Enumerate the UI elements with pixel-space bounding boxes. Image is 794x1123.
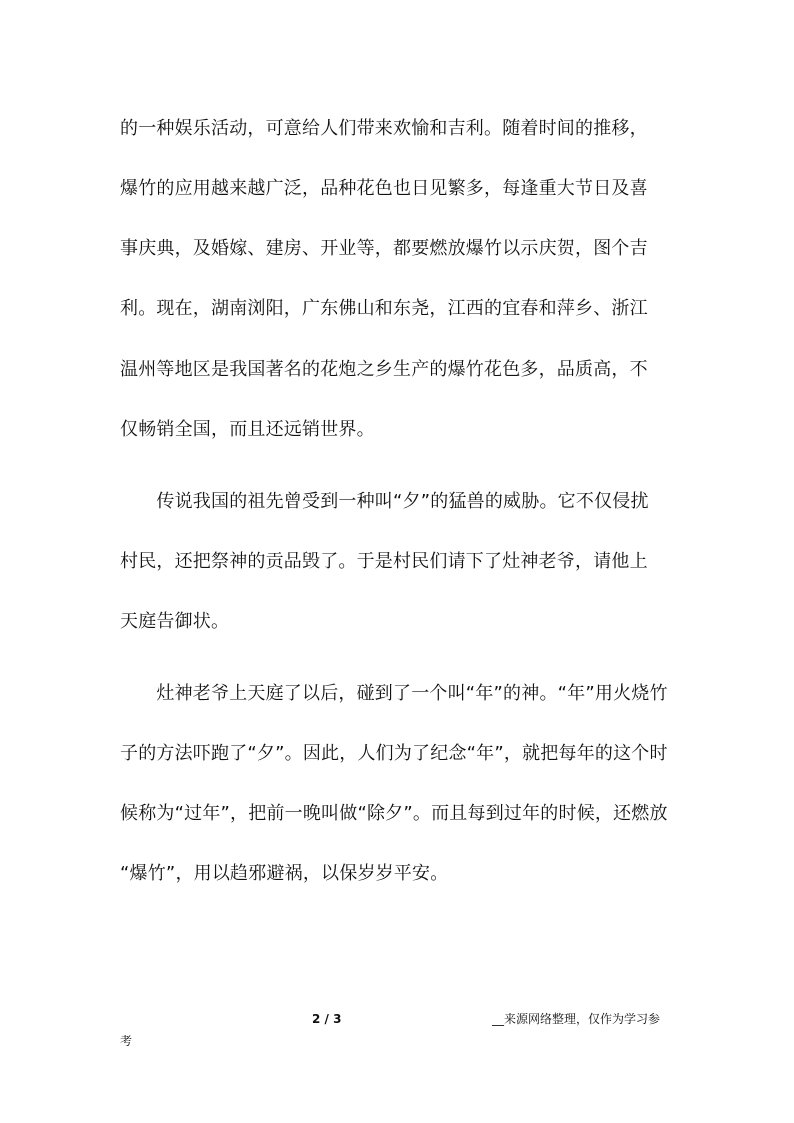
body-text-line: 天庭告御状。 [120, 611, 230, 632]
body-text-line: 候称为“过年”，把前一晚叫做“除夕”。而且每到过年的时候，还燃放 [120, 803, 668, 824]
body-text-line: 村民，还把祭神的贡品毁了。于是村民们请下了灶神老爷，请他上 [120, 551, 648, 572]
body-text-line: 利。现在，湖南浏阳，广东佛山和东尧，江西的宜春和萍乡、浙江 [120, 298, 648, 319]
body-text-line: 仅畅销全国，而且还远销世界。 [120, 419, 375, 440]
source-note: __来源网络整理，仅作为学习参 [492, 1012, 661, 1026]
body-text-line: 爆竹的应用越来越广泛，品种花色也日见繁多，每逢重大节日及喜 [120, 178, 648, 199]
body-text-line: 温州等地区是我国著名的花炮之乡生产的爆竹花色多，品质高，不 [120, 359, 648, 380]
body-text-line: “爆竹”，用以趋邪避祸，以保岁岁平安。 [120, 863, 449, 884]
body-text-line: 灶神老爷上天庭了以后，碰到了一个叫“年”的神。“年”用火烧竹 [120, 683, 668, 704]
body-text-line: 子的方法吓跑了“夕”。因此，人们为了纪念“年”，就把每年的这个时 [120, 743, 668, 764]
page-number: 2 / 3 [312, 1012, 342, 1026]
body-text-line: 的一种娱乐活动，可意给人们带来欢愉和吉利。随着时间的推移， [120, 118, 648, 139]
source-note-continuation: 考 [120, 1034, 133, 1048]
body-text-line: 事庆典，及婚嫁、建房、开业等，都要燃放爆竹以示庆贺，图个吉 [120, 238, 648, 259]
body-text-line: 传说我国的祖先曾受到一种叫“夕”的猛兽的威胁。它不仅侵扰 [120, 491, 649, 512]
